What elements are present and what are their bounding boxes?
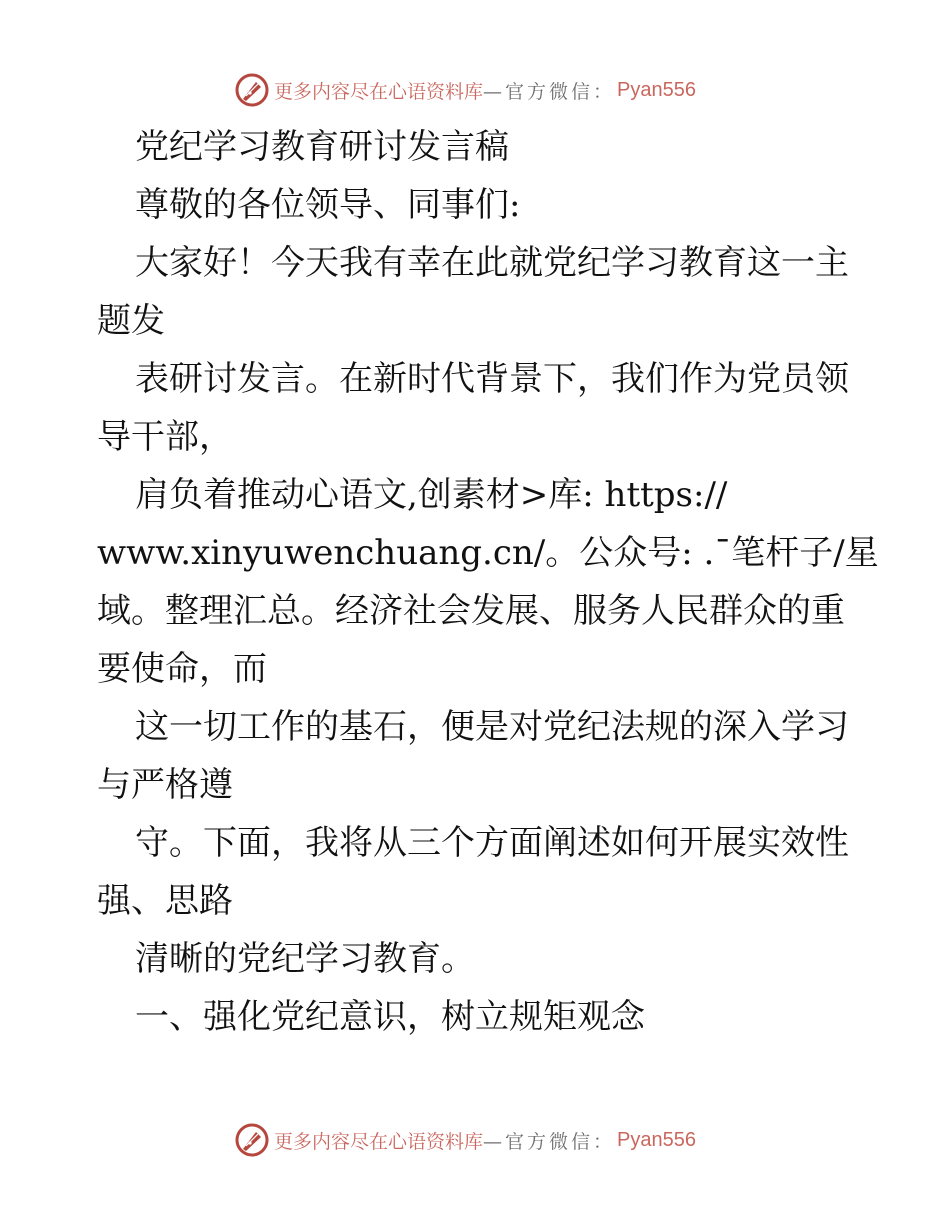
salutation: 尊敬的各位领导、同事们: xyxy=(135,185,521,225)
paragraph-line: 这一切工作的基石，便是对党纪法规的深入学习 xyxy=(135,707,849,747)
document-title: 党纪学习教育研讨发言稿 xyxy=(135,127,509,167)
watermark-wechat-label: —官方微信： xyxy=(483,80,616,103)
paragraph-line: 强、思路 xyxy=(97,881,233,921)
paragraph-line: 清晰的党纪学习教育。 xyxy=(135,939,475,979)
watermark-wechat-id: Pyan556 xyxy=(617,1128,696,1151)
paragraph-line: 域。整理汇总。经济社会发展、服务人民群众的重 xyxy=(97,591,845,631)
watermark-site-text: 更多内容尽在心语资料库 xyxy=(274,80,484,103)
section-heading: 一、强化党纪意识，树立规矩观念 xyxy=(135,997,645,1037)
paragraph-line: 大家好！今天我有幸在此就党纪学习教育这一主 xyxy=(135,243,849,283)
paragraph-line: 表研讨发言。在新时代背景下，我们作为党员领 xyxy=(135,359,849,399)
watermark-wechat-label: —官方微信： xyxy=(483,1130,616,1153)
document-body xyxy=(97,118,879,1046)
watermark-wechat-id: Pyan556 xyxy=(617,78,696,101)
paragraph-line: 题发 xyxy=(97,301,165,341)
paragraph-line: 肩负着推动心语文,创素材>库: https:// xyxy=(135,475,728,515)
pen-nib-circle-icon xyxy=(234,72,270,108)
paragraph-line-url: www.xinyuwenchuang.cn/。公众号: .¯笔杆子/星 xyxy=(97,533,879,573)
header-watermark xyxy=(234,70,696,110)
watermark-site-text: 更多内容尽在心语资料库 xyxy=(274,1130,484,1153)
footer-watermark xyxy=(234,1120,696,1160)
paragraph-line: 要使命，而 xyxy=(97,649,267,689)
paragraph-line: 导干部， xyxy=(97,417,233,457)
pen-nib-circle-icon xyxy=(234,1122,270,1158)
paragraph-line: 与严格遵 xyxy=(97,765,233,805)
paragraph-line: 守。下面，我将从三个方面阐述如何开展实效性 xyxy=(135,823,849,863)
